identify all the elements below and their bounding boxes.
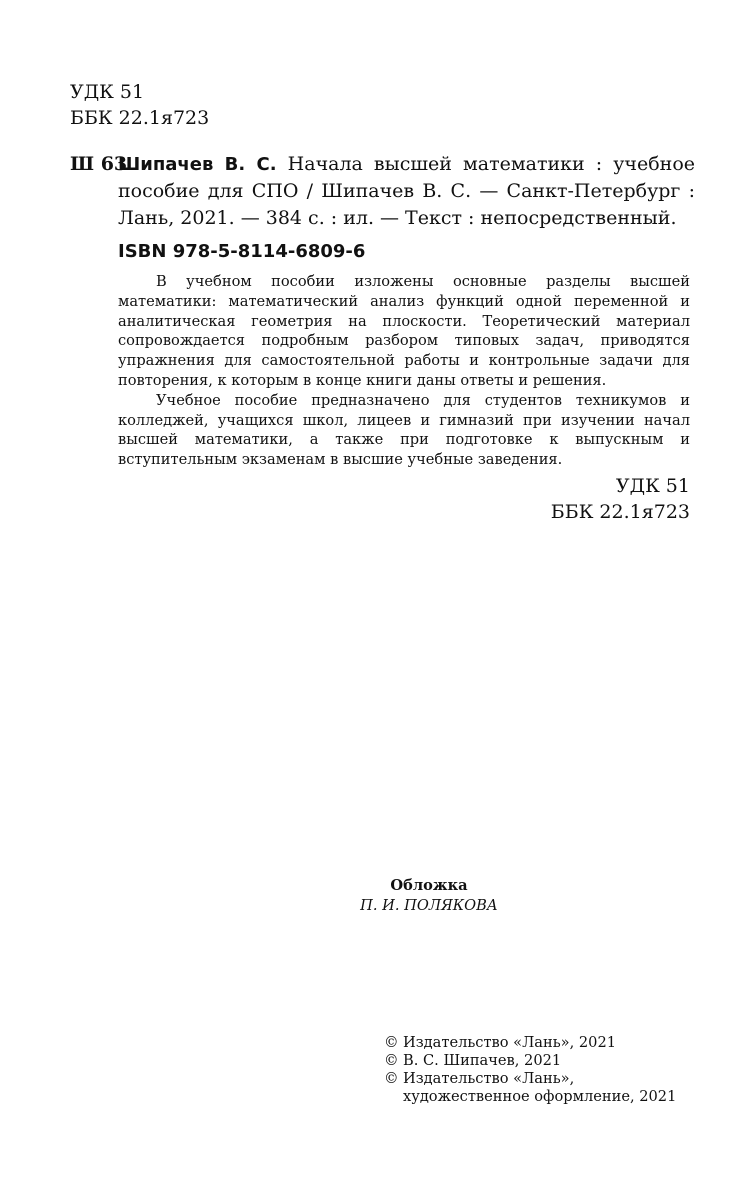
copyright-line [384,1070,676,1088]
isbn: ISBN 978-5-8114-6809-6 [118,241,366,262]
bbk-code-bottom: ББК 22.1я723 [550,501,690,523]
abstract-paragraph-1: В учебном пособии изложены основные разделы высшей математики: математический анализ функций одной переменной и аналитическая геометрия на плоскости. Теоретический материал сопровождается подробным разбором типовых задач, приводятся упражнения для самостоятельной работы и контрольные задачи для повторения, к которым в конце книги даны ответы и решения. [118,273,690,389]
bottom-classification-codes [551,473,690,525]
entry-text [118,151,695,232]
abstract [118,272,690,470]
entry-author: Шипачев В. С. [118,154,277,175]
copyright-text: Издательство «Лань», [403,1070,575,1087]
copyright-block [384,1034,676,1106]
bbk-code-top: ББК 22.1я723 [70,107,210,129]
cover-credit [0,876,756,916]
copyright-text: В. С. Шипачев, 2021 [403,1052,562,1069]
cover-label: Обложка [390,877,468,894]
abstract-paragraph-2: Учебное пособие предназначено для студентов техникумов и колледжей, учащихся школ, лицеев и гимназий при изучении начал высшей математики, а также при подготовке к выпускным и вступительным экзаменам в высшие учебные заведения. [118,391,690,469]
udk-code-top: УДК 51 [70,81,145,103]
top-classification-codes [70,79,209,131]
bibliographic-entry [70,151,695,232]
author-mark: Ш 63 [70,153,128,175]
copyright-line [384,1034,676,1052]
cover-artist: П. И. ПОЛЯКОВА [360,897,498,914]
entry-description: Начала высшей математики : учебное пособие для СПО / Шипачев В. С. — Санкт-Петербург : Лань, 2021. — 384 с. : ил. — Текст : непосредственный. [118,153,696,229]
copyright-icon: © [384,1034,399,1051]
copyright-line [384,1052,676,1070]
copyright-line-continuation: художественное оформление, 2021 [403,1088,677,1105]
copyright-text: Издательство «Лань», 2021 [403,1034,617,1051]
copyright-icon: © [384,1070,399,1087]
udk-code-bottom: УДК 51 [615,475,690,497]
copyright-icon: © [384,1052,399,1069]
